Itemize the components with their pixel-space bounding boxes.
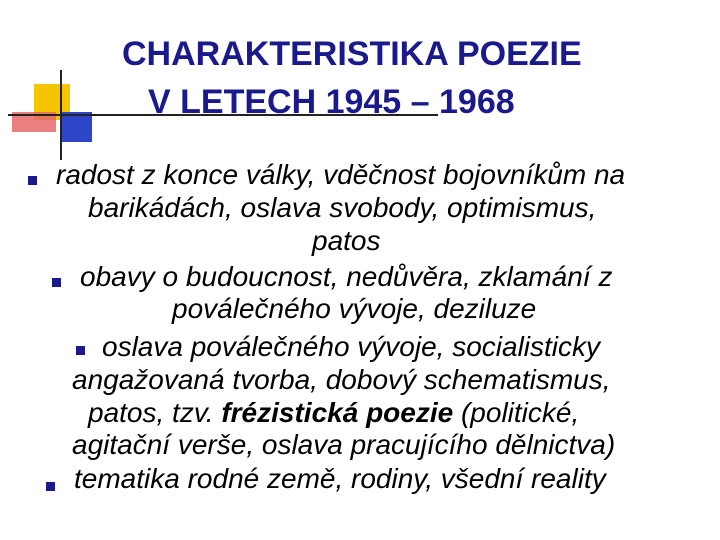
list-item-3-line-4: agitační verše, oslava pracujícího dělnictva) (72, 429, 616, 460)
list-item-1-line-2: barikádách, oslava svobody, optimismus, (88, 192, 597, 223)
bullet-marker (28, 176, 37, 185)
bullet-marker (46, 482, 55, 491)
list-item-1-line-1: radost z konce války, vděčnost bojovníkům na (56, 159, 626, 190)
list-item-3-line-1: oslava poválečného vývoje, socialisticky (102, 331, 601, 362)
list-item-1-line-3: patos (312, 225, 381, 256)
title-line-2: V LETECH 1945 – 1968 (148, 83, 515, 121)
line3-post-text: (politické, (453, 397, 580, 428)
page-title (110, 30, 700, 126)
emphasis-term: frézistická poezie (221, 397, 454, 428)
list-item-4-line-1: tematika rodné země, rodiny, všední reality (74, 463, 606, 494)
bullet-marker (52, 278, 61, 287)
line3-pre-text: patos, tzv. (88, 397, 222, 428)
list-item-2-line-1: obavy o budoucnost, nedůvěra, zklamání z (80, 261, 613, 292)
list-item-3-line-3 (88, 396, 579, 429)
list-item-3-line-2: angažovaná tvorba, dobový schematismus, (72, 364, 611, 395)
deco-blue-square (62, 112, 92, 142)
title-line-1: CHARAKTERISTIKA POEZIE (122, 35, 582, 73)
bullet-marker (76, 346, 85, 355)
list-item-2-line-2: poválečného vývoje, deziluze (172, 293, 537, 324)
